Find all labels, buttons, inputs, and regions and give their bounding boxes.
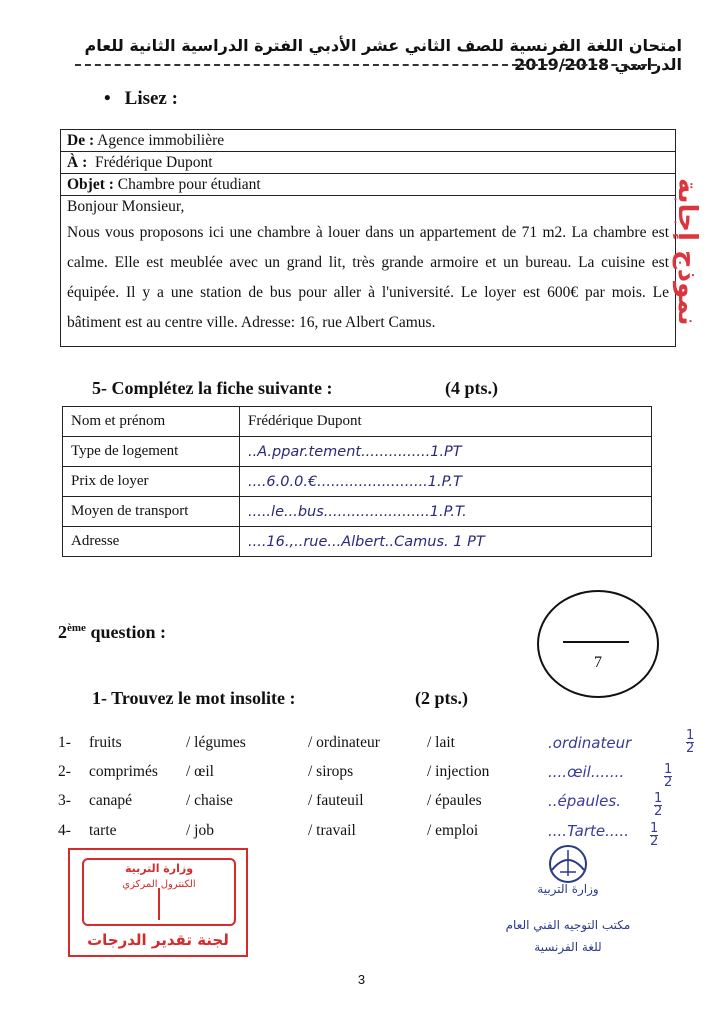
item-word: comprimés — [89, 763, 158, 780]
item-word: / fauteuil — [308, 792, 364, 809]
item-number: 1- — [58, 734, 71, 751]
fiche-label: Nom et prénom — [63, 407, 240, 437]
q5-points: (4 pts.) — [445, 378, 498, 398]
exam-header: امتحان اللغة الفرنسية للصف الثاني عشر الأدبي الفترة الدراسية الثانية للعام الدراسي 2019/2018 — [84, 36, 682, 74]
item-mark: $\frac{1}{2}$ — [650, 821, 659, 849]
q1-title: 1- Trouvez le mot insolite : — [92, 688, 296, 708]
to-value: Frédérique Dupont — [94, 154, 213, 171]
emblem-icon — [538, 842, 598, 886]
item-mark: $\frac{1}{2}$ — [654, 791, 663, 819]
q2-superscript: ème — [67, 622, 86, 634]
fiche-row — [63, 527, 652, 557]
to-label: À : — [67, 154, 88, 171]
letter-text: Nous vous proposons ici une chambre à louer dans un appartement de 71 m2. La chambre est calme. Elle est meublée avec un grand lit, très grande armoire et un bureau. La cuisine est équipée. Il y a une station de bus pour aller à l'université. Le loyer est 600€ par mois. Le bâtiment est au centre ville. Adresse: 16, rue Albert Camus. — [67, 224, 669, 331]
letter-subject-row — [61, 174, 675, 196]
q1-points: (2 pts.) — [415, 688, 468, 708]
item-mark: $\frac{1}{2}$ — [686, 728, 695, 756]
item-word: tarte — [89, 822, 117, 839]
q2-number: 2 — [58, 622, 67, 642]
score-total: 7 — [594, 654, 602, 671]
item-word: / lait — [427, 734, 455, 751]
item-word: canapé — [89, 792, 133, 809]
item-number: 3- — [58, 792, 71, 809]
stamp-top-text: وزارة التربية — [124, 862, 194, 875]
item-number: 4- — [58, 822, 71, 839]
q5-title: 5- Complétez la fiche suivante : — [92, 378, 333, 398]
fiche-label: Type de logement — [63, 437, 240, 467]
question-2-heading — [58, 622, 166, 643]
letter-body — [61, 196, 675, 338]
fiche-row — [63, 467, 652, 497]
from-value: Agence immobilière — [97, 132, 225, 149]
item-answer: ....Tarte..... — [548, 822, 629, 840]
item-number: 2- — [58, 763, 71, 780]
score-line — [563, 641, 629, 643]
header-divider — [75, 64, 657, 66]
fiche-row — [63, 407, 652, 437]
fiche-answer: .....le...bus.......................1.P.T. — [240, 497, 652, 527]
item-word: / ordinateur — [308, 734, 380, 751]
letter-box — [60, 129, 676, 347]
lisez-heading: • Lisez : — [104, 88, 178, 110]
letter-greeting: Bonjour Monsieur, — [67, 198, 185, 215]
fiche-label: Prix de loyer — [63, 467, 240, 497]
page-number: 3 — [357, 972, 366, 987]
stamp-book-spine — [158, 888, 160, 920]
item-word: / légumes — [186, 734, 246, 751]
stamp-caption: لجنة تقدير الدرجات — [87, 931, 229, 949]
item-word: / travail — [308, 822, 356, 839]
stamp-book-frame — [82, 858, 236, 926]
item-word: / injection — [427, 763, 490, 780]
fiche-table — [62, 406, 652, 557]
letter-to-row — [61, 152, 675, 174]
item-word: / job — [186, 822, 214, 839]
seal-line2: للغة الفرنسية — [534, 940, 602, 954]
fiche-answer: ..A.ppar.tement...............1.PT — [240, 437, 652, 467]
ministry-seal — [498, 842, 638, 962]
item-word: / œil — [186, 763, 214, 780]
item-mark: $\frac{1}{2}$ — [664, 762, 673, 790]
fiche-answer: ....16.,..rue...Albert..Camus. 1 PT — [240, 527, 652, 557]
item-answer: .ordinateur — [548, 734, 632, 752]
score-circle — [537, 590, 659, 698]
stamp-mid-text: الكنترول المركزي — [122, 879, 196, 890]
letter-from-row — [61, 130, 675, 152]
answer-key-note: نموذج إجابة — [672, 178, 702, 326]
fiche-value: Frédérique Dupont — [240, 407, 652, 437]
fiche-answer: ....6.0.0.€........................1.P.T — [240, 467, 652, 497]
subject-label: Objet : — [67, 176, 114, 193]
item-word: fruits — [89, 734, 122, 751]
seal-top-text: وزارة التربية — [537, 882, 599, 896]
seal-line1: مكتب التوجيه الفني العام — [505, 918, 631, 932]
grading-committee-stamp — [68, 848, 248, 957]
fiche-label: Adresse — [63, 527, 240, 557]
item-word: / chaise — [186, 792, 233, 809]
item-word: / épaules — [427, 792, 482, 809]
subject-value: Chambre pour étudiant — [117, 176, 261, 193]
fiche-row — [63, 437, 652, 467]
item-word: / sirops — [308, 763, 354, 780]
item-answer: ....œil....... — [548, 763, 625, 781]
q2-rest: question : — [85, 622, 166, 642]
item-answer: ..épaules. — [548, 792, 621, 810]
fiche-row — [63, 497, 652, 527]
item-word: / emploi — [427, 822, 479, 839]
fiche-label: Moyen de transport — [63, 497, 240, 527]
from-label: De : — [67, 132, 95, 149]
